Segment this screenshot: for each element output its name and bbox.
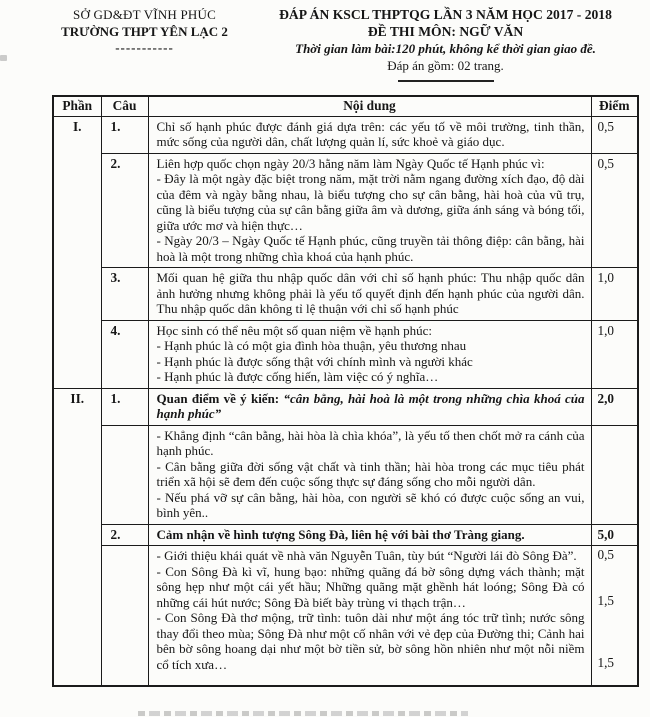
- document-header: [0, 0, 650, 82]
- answer-content: [148, 116, 591, 153]
- exam-duration: Thời gian làm bài:120 phút, không kể thời gian giao đề.: [295, 41, 596, 56]
- question-heading: [148, 524, 591, 546]
- answer-paragraph: Chỉ số hạnh phúc được đánh giá dựa trên: các yếu tố về môi trường, tinh thần, mức sống của người dân, chất lượng quản lí, sức khoẻ và giáo dục.: [156, 118, 585, 149]
- answer-content: [148, 268, 591, 321]
- column-header-phan: Phần: [53, 96, 101, 116]
- answer-paragraph: - Hạnh phúc là có một gia đình hòa thuận, yêu thương nhau: [156, 338, 467, 353]
- question-number: 1.: [101, 116, 148, 153]
- answer-paragraph: - Giới thiệu khái quát về nhà văn Nguyễn Tuân, tùy bút “Người lái đò Sông Đà”.: [156, 548, 577, 563]
- table-row: [53, 268, 638, 321]
- answer-content: [148, 320, 591, 388]
- table-row: [53, 388, 638, 425]
- question-number: 4.: [101, 320, 148, 388]
- table-row: [53, 546, 638, 686]
- answer-content: [148, 425, 591, 524]
- score-value: 0,5: [591, 153, 638, 268]
- answer-key-title: ĐÁP ÁN KSCL THPTQG LẦN 3 NĂM HỌC 2017 - 2018: [279, 7, 612, 22]
- heading-text: Quan điểm về ý kiến:: [156, 390, 284, 406]
- score-value: 0,5: [597, 547, 614, 562]
- page-count-note: Đáp án gồm: 02 trang.: [387, 57, 504, 73]
- next-line-cutoff-artifact: [138, 711, 468, 716]
- question-number: 3.: [101, 268, 148, 321]
- answer-key-table: [52, 95, 639, 687]
- answer-paragraph: Học sinh có thể nêu một số quan niệm về hạnh phúc:: [156, 322, 432, 338]
- answer-paragraph: - Con Sông Đà thơ mộng, trữ tình: tuôn dài như một áng tóc trữ tình; nước sông thay đổi theo mùa; Sông Đà như một cố nhân với vẻ đẹp của Đường thi; Cảnh hai bên bờ sông hoang dại như một bờ tiền sử, bờ sông hồn nhiên như một nỗi niềm cổ tích xưa…: [156, 610, 585, 672]
- answer-paragraph: - Nếu phá vỡ sự cân bằng, hài hòa, con người sẽ khó có được cuộc sống an vui, bình yên..: [156, 489, 585, 520]
- column-header-noidung: Nội dung: [148, 96, 591, 116]
- answer-content: [148, 546, 591, 686]
- table-header-row: [53, 96, 638, 116]
- answer-paragraph: Liên hợp quốc chọn ngày 20/3 hằng năm làm Ngày Quốc tế Hạnh phúc vì:: [156, 155, 545, 171]
- table-row: [53, 320, 638, 388]
- score-value: 5,0: [591, 524, 638, 546]
- question-heading: [148, 388, 591, 425]
- question-number-empty: [101, 425, 148, 524]
- section-label: I.: [53, 116, 101, 388]
- column-header-diem: Điểm: [591, 96, 638, 116]
- answer-paragraph: - Ngày 20/3 – Ngày Quốc tế Hạnh phúc, cũng truyền tải thông điệp: cân bằng, hài hoà là một trong những chìa khoá của hạnh phúc.: [156, 233, 585, 264]
- answer-paragraph: - Đây là một ngày đặc biệt trong năm, mặt trời nằm ngang đường xích đạo, độ dài của đêm và ngày bằng nhau, là biểu tượng cho sự cân bằng, hài hoà của vũ trụ, cũng là biểu tượng của sự cân bằng giữa âm và dương, giữa ánh sáng và bóng tối, giữa ước mơ và hiện thực…: [156, 171, 585, 233]
- table-row: [53, 153, 638, 268]
- table-row: [53, 116, 638, 153]
- score-value: 1,0: [591, 320, 638, 388]
- score-stack: [591, 546, 638, 686]
- score-empty: [591, 425, 638, 524]
- score-value: 2,0: [591, 388, 638, 425]
- column-header-cau: Câu: [101, 96, 148, 116]
- answer-paragraph: - Con Sông Đà kì vĩ, hung bạo: những quãng đá bờ sông dựng vách thành; mặt sông hẹp như một cái yết hầu; Những quãng mặt ghềnh hát loóng; Sông Đà có những cái hút nước; Sông Đà biết bày trùng vi thạch trận…: [156, 563, 585, 610]
- answer-paragraph: - Hạnh phúc là được sống thật với chính mình và người khác: [156, 353, 473, 369]
- table-row: [53, 524, 638, 546]
- exam-title-block: [247, 7, 650, 82]
- school-name: TRƯỜNG THPT YÊN LẠC 2: [61, 23, 228, 39]
- question-number: 1.: [101, 388, 148, 425]
- issuer-block: [42, 7, 247, 82]
- question-number-empty: [101, 546, 148, 686]
- answer-content: [148, 153, 591, 268]
- score-value: 1,5: [597, 593, 614, 608]
- table-row: [53, 425, 638, 524]
- question-number: 2.: [101, 153, 148, 268]
- header-divider-rule: [398, 80, 494, 82]
- heading-text: Cảm nhận về hình tượng Sông Đà, liên hệ với bài thơ Tràng giang.: [156, 526, 525, 542]
- question-number: 2.: [101, 524, 148, 546]
- department-name: SỞ GD&ĐT VĨNH PHÚC: [73, 7, 216, 22]
- score-value: 1,0: [591, 268, 638, 321]
- answer-paragraph: - Cân bằng giữa đời sống vật chất và tinh thần; hài hòa trong các mục tiêu phát triển xã hội sẽ đem đến cuộc sống thực sự đáng sống cho mỗi người dân.: [156, 458, 585, 489]
- answer-paragraph: - Khẳng định “cân bằng, hài hòa là chìa khóa”, là yếu tố then chốt mở ra cánh của hạnh phúc.: [156, 427, 585, 458]
- score-value: 1,5: [597, 655, 614, 670]
- score-value: 0,5: [591, 116, 638, 153]
- exam-subject: ĐỀ THI MÔN: NGỮ VĂN: [367, 23, 524, 39]
- answer-paragraph: Mối quan hệ giữa thu nhập quốc dân với chỉ số hạnh phúc: Thu nhập quốc dân ảnh hưởng nhưng không phải là yếu tố quyết định đến hạnh phúc của người dân. Thu nhập quốc dân không tỉ lệ thuận với chỉ số hạnh phúc: [156, 270, 585, 316]
- dash-separator: -----------: [115, 40, 174, 55]
- scan-speck-artifact: [0, 55, 7, 61]
- section-label: II.: [53, 388, 101, 686]
- heading-quote: “cân bằng, hài hoà là một trong những chìa khoá của hạnh phúc”: [156, 390, 585, 421]
- answer-paragraph: [157, 391, 585, 422]
- answer-paragraph: - Hạnh phúc là được cống hiến, làm việc có ý nghĩa…: [156, 369, 439, 384]
